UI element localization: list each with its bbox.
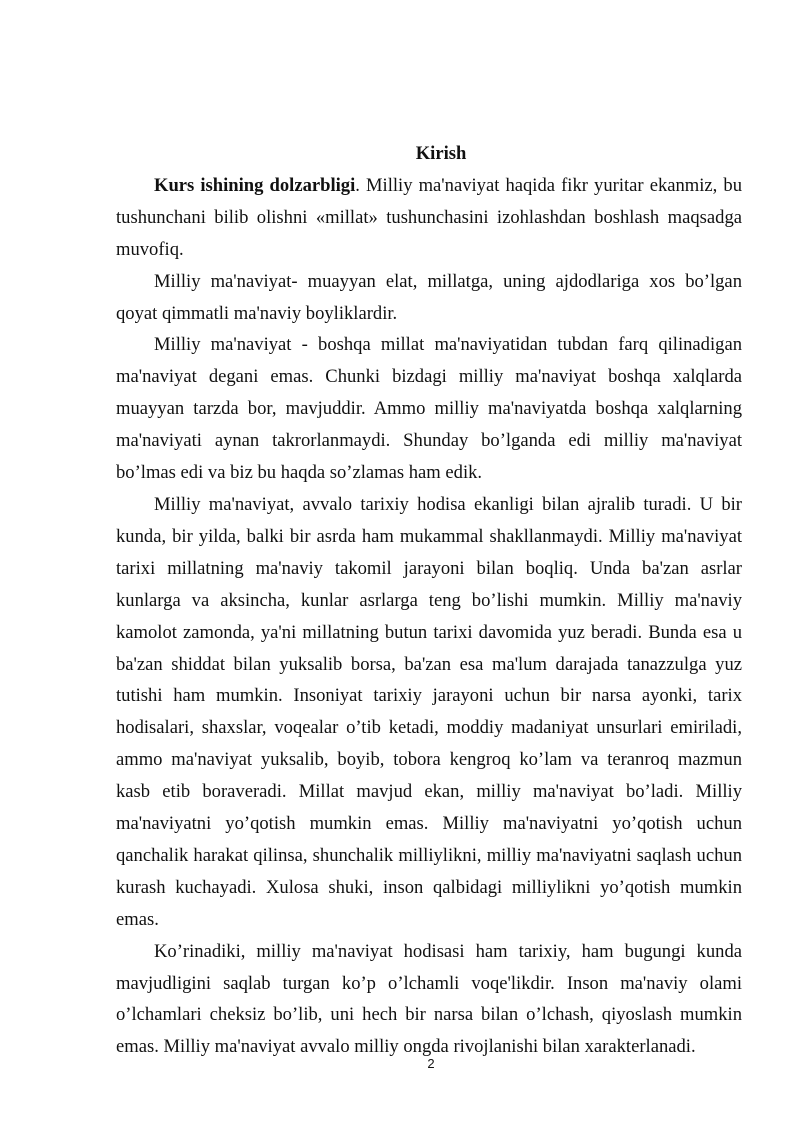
intro-text: . Milliy ma'naviyat haqida fikr yuritar ekanmiz, bu tushunchani bilib olishni «millat» tushunchasini izohlashdan boshlash maqsadga muvofiq.: [116, 174, 742, 260]
page-number: 2: [427, 1056, 435, 1071]
paragraph: Ko’rinadiki, milliy ma'naviyat hodisasi ham tarixiy, ham bugungi kunda mavjudligini saqlab turgan ko’p o’lchamli voqe'likdir. Inson ma'naviy olami o’lchamlari cheksiz bo’lib, uni hech bir narsa bilan o’lchash, qiyoslash mumkin emas. Milliy ma'naviyat avvalo milliy ongda rivojlanishi bilan xarakterlanadi.: [116, 940, 742, 1058]
paragraph: Milliy ma'naviyat, avvalo tarixiy hodisa ekanligi bilan ajralib turadi. U bir kunda, bir yilda, balki bir asrda ham mukammal shakllanmaydi. Milliy ma'naviyat tarixi millatning ma'naviy takomil jarayoni bilan boqliq. Unda ba'zan asrlar kunlarga va aksincha, kunlar asrlarga teng bo’lishi mumkin. Milliy ma'naviy kamolot zamonda, ya'ni millatning butun tarixi davomida yuz beradi. Bunda esa u ba'zan shiddat bilan yuksalib borsa, ba'zan esa ma'lum darajada tanazzulga yuz tutishi ham mumkin. Insoniyat tarixiy jarayoni uchun bir narsa ayonki, tarix hodisalari, shaxslar, voqealar o’tib ketadi, moddiy madaniyat unsurlari emiriladi, ammo ma'naviyat yuksalib, boyib, tobora kengroq ko’lam va teranroq mazmun kasb etib boraveradi. Millat mavjud ekan, milliy ma'naviyat bo’ladi. Milliy ma'naviyatni yo’qotish mumkin emas. Milliy ma'naviyatni yo’qotish uchun qanchalik harakat qilinsa, shunchalik milliylikni, milliy ma'naviyatni saqlash uchun kurash kuchayadi. Xulosa shuki, inson qalbidagi milliylikni yo’qotish mumkin emas.: [116, 493, 742, 930]
intro-heading: Kurs ishining dolzarbligi: [154, 174, 356, 196]
document-body: [116, 138, 742, 1063]
section-title: Kirish: [415, 143, 467, 164]
paragraph: Milliy ma'naviyat - boshqa millat ma'naviyatidan tubdan farq qilinadigan ma'naviyat degani emas. Chunki bizdagi milliy ma'naviyat boshqa xalqlarda muayyan tarzda bor, mavjuddir. Ammo milliy ma'naviyatda boshqa xalqlarning ma'naviyati aynan takrorlanmaydi. Shunday bo’lganda edi milliy ma'naviyat bo’lmas edi va biz bu haqda so’zlamas ham edik.: [116, 334, 742, 484]
intro-paragraph: [116, 170, 742, 266]
paragraph: Milliy ma'naviyat- muayyan elat, millatga, uning ajdodlariga xos bo’lgan qoyat qimmatli ma'naviy boyliklardir.: [116, 270, 742, 324]
